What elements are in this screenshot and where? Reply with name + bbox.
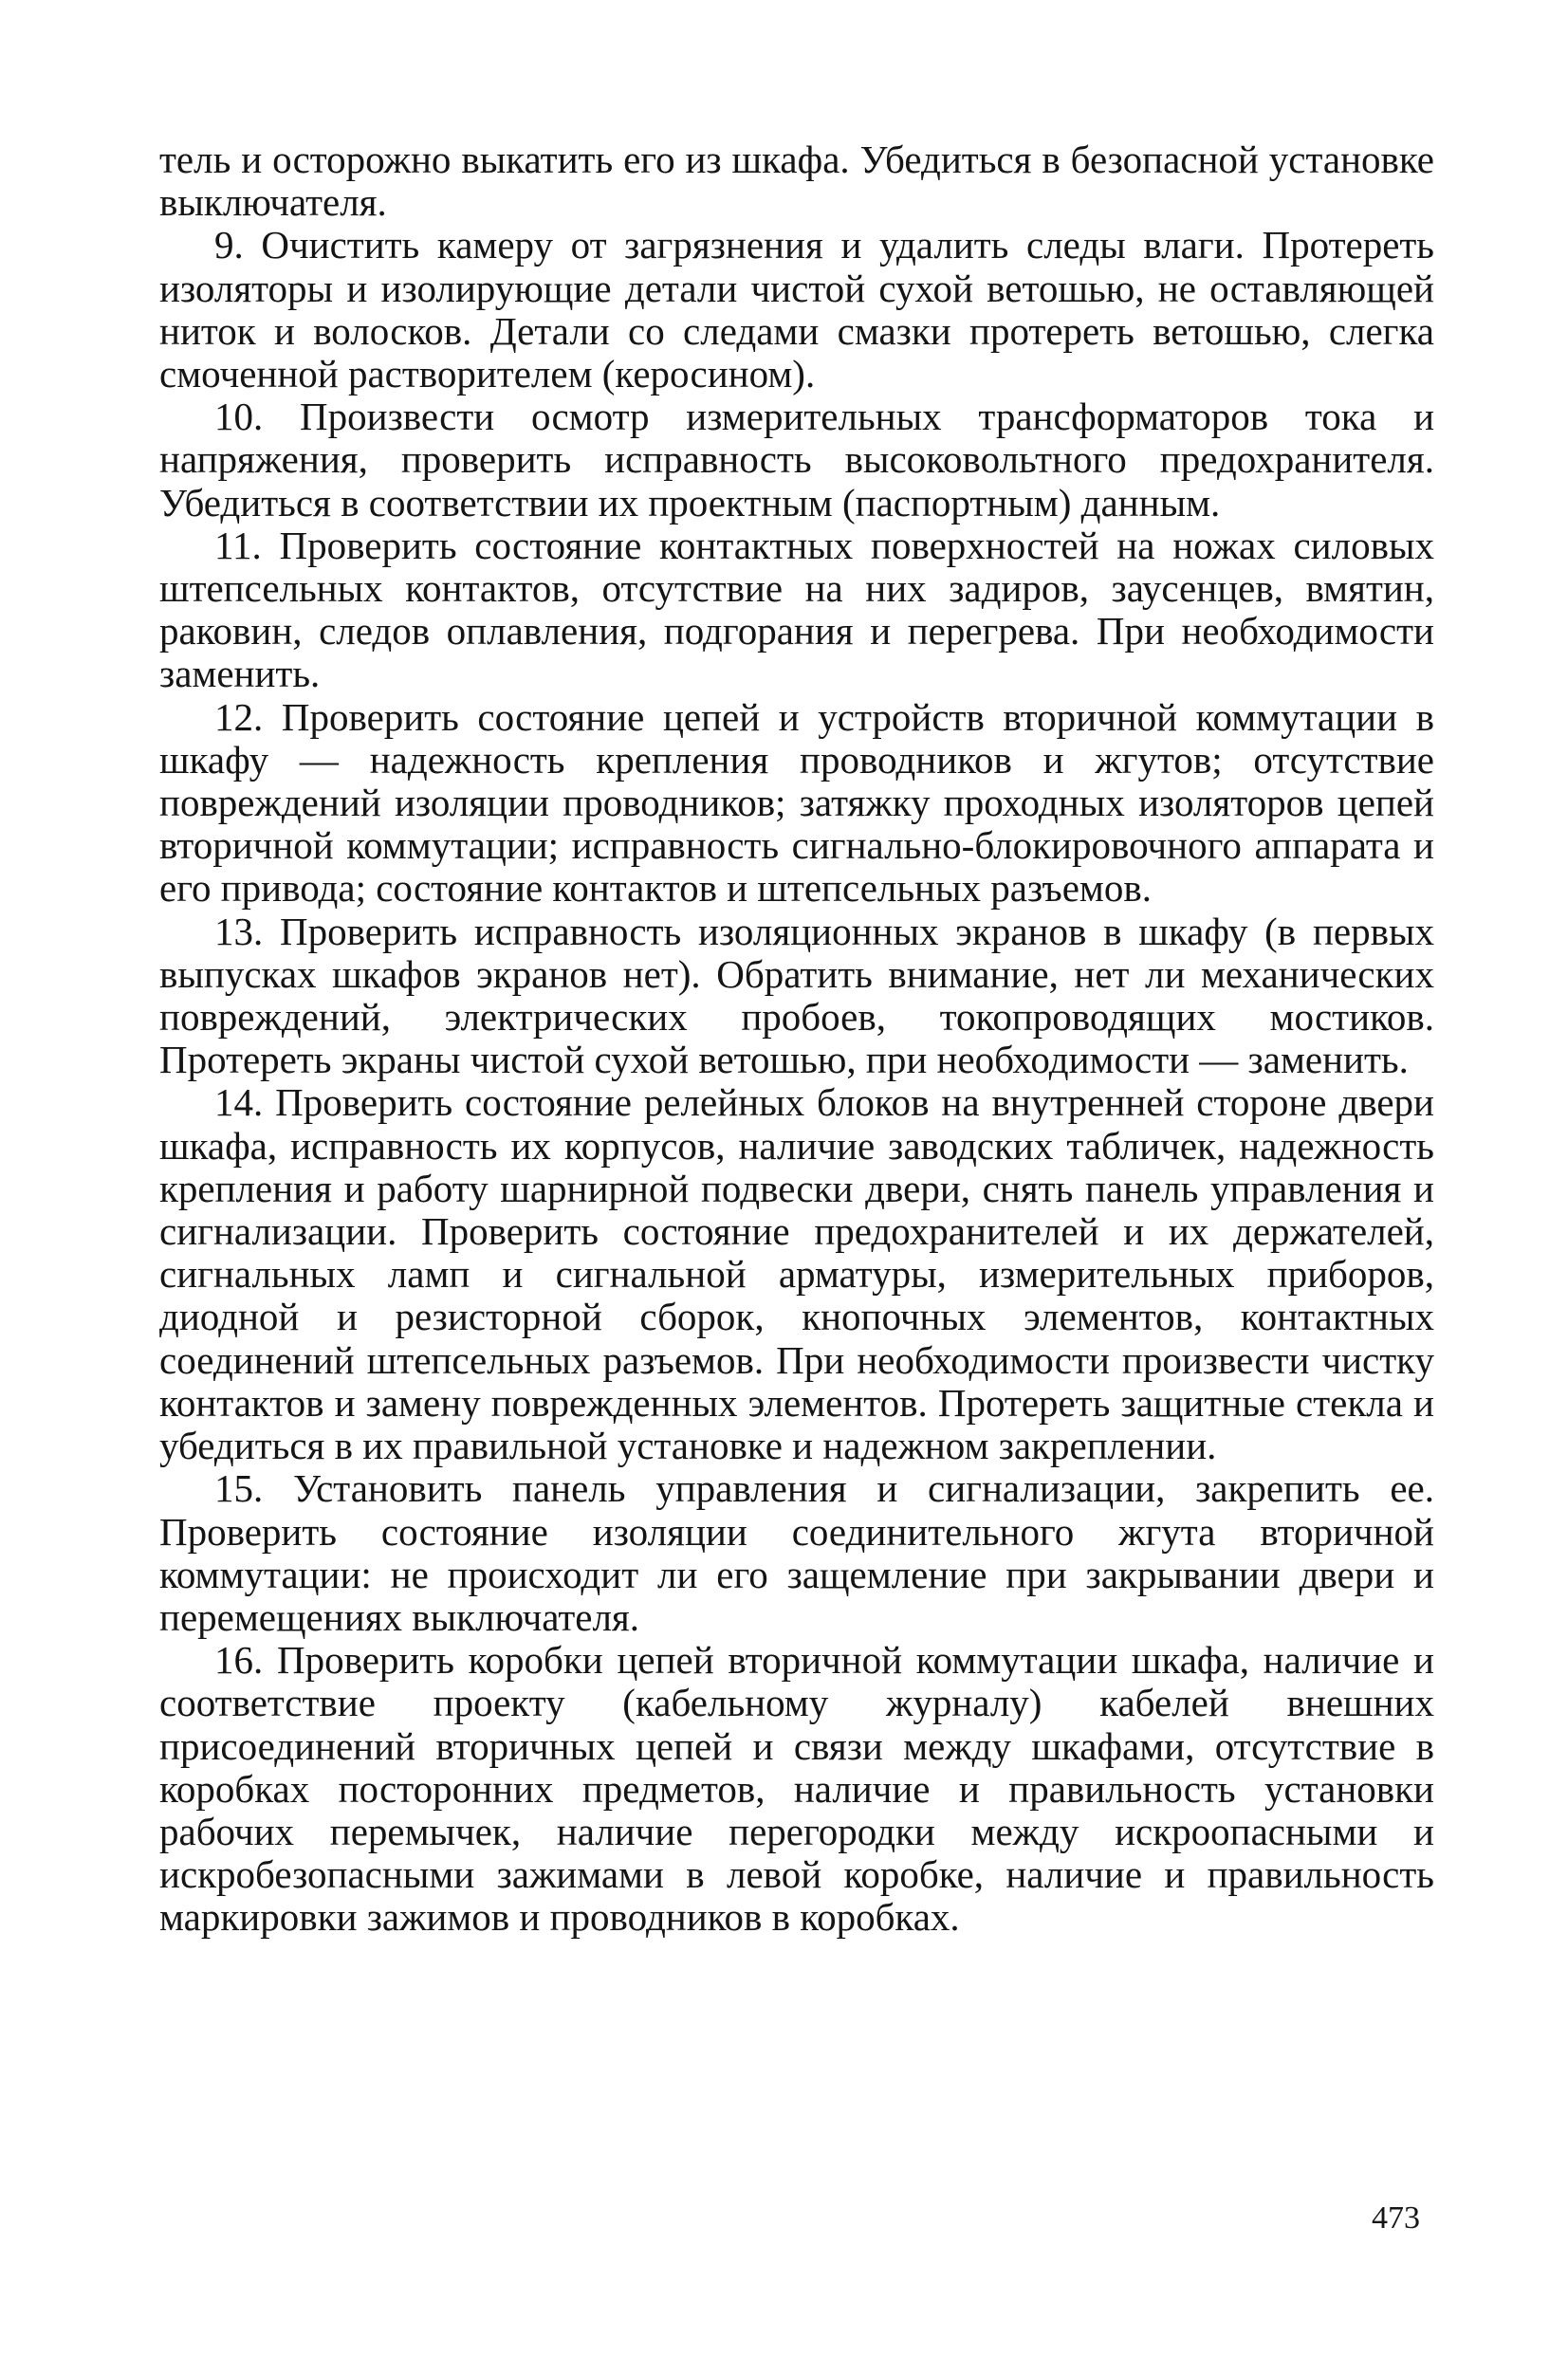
item-number: 15. <box>214 1466 264 1511</box>
list-item <box>159 911 1434 1082</box>
item-number: 9. <box>214 223 244 267</box>
item-number: 16. <box>214 1638 264 1683</box>
item-text: Проверить коробки цепей вторичной коммутации шкафа, наличие и соответствие проекту (кабельному журналу) кабелей внешних присоединений вторичных цепей и связи между шкафами, отсутствие в коробках посторонних предметов, наличие и правильность установки рабочих перемычек, наличие перегородки между искроопасными и искробезопасными зажимами в левой коробке, наличие и правильность маркировки зажимов и проводников в коробках. <box>159 1638 1434 1940</box>
list-item <box>159 1081 1434 1467</box>
list-item <box>159 1639 1434 1939</box>
item-number: 11. <box>214 523 262 567</box>
page-body <box>159 138 1434 1940</box>
list-item <box>159 224 1434 396</box>
item-text: Проверить исправность изоляционных экранов в шкафу (в первых выпусках шкафов экранов нет). Обратить внимание, нет ли механических повреждений, электрических пробоев, токопроводящих мостиков. Протереть экраны чистой сухой ветошью, при необходимости — заменить. <box>159 909 1434 1082</box>
item-number: 14. <box>214 1080 264 1125</box>
page-number: 473 <box>1372 2200 1420 2236</box>
item-text: Установить панель управления и сигнализации, закрепить ее. Проверить состояние изоляции соединительного жгута вторичной коммутации: не происходит ли его защемление при закрывании двери и перемещениях выключателя. <box>159 1466 1434 1639</box>
continuation-paragraph: тель и осторожно выкатить его из шкафа. Убедиться в безопасной установке выключателя. <box>159 138 1434 225</box>
list-item <box>159 696 1434 911</box>
item-number: 13. <box>214 909 264 953</box>
list-item <box>159 525 1434 696</box>
item-text: Проверить состояние цепей и устройств вторичной коммутации в шкафу — надежность крепления проводников и жгутов; отсутствие повреждений изоляции проводников; затяжку проходных изоляторов цепей вторичной коммутации; исправность сигнально-блокировочного аппарата и его привода; состояние контактов и штепсельных разъемов. <box>159 694 1434 911</box>
item-text: Проверить состояние релейных блоков на внутренней стороне двери шкафа, исправность их корпусов, наличие заводских табличек, надежность крепления и работу шарнирной подвески двери, снять панель управления и сигнализации. Проверить состояние предохранителей и их держателей, сигнальных ламп и сигнальной арматуры, измерительных приборов, диодной и резисторной сборок, кнопочных элементов, контактных соединений штепсельных разъемов. При необходимости произвести чистку контактов и замену поврежденных элементов. Протереть защитные стекла и убедиться в их правильной установке и надежном закреплении. <box>159 1080 1434 1468</box>
list-item <box>159 1467 1434 1639</box>
item-text: Произвести осмотр измерительных трансформаторов тока и напряжения, проверить исправность высоковольтного предохранителя. Убедиться в соответствии их проектным (паспортным) данным. <box>159 395 1435 525</box>
item-number: 10. <box>214 395 264 439</box>
item-number: 12. <box>214 694 264 739</box>
list-item <box>159 396 1434 525</box>
item-text: Проверить состояние контактных поверхностей на ножах силовых штепсельных контактов, отсутствие на них задиров, заусенцев, вмятин, раковин, следов оплавления, подгорания и перегрева. При необходимости заменить. <box>159 523 1434 696</box>
item-text: Очистить камеру от загрязнения и удалить следы влаги. Протереть изоляторы и изолирующие детали чистой сухой ветошью, не оставляющей ниток и волосков. Детали со следами смазки протереть ветошью, слегка смоченной растворителем (керосином). <box>159 223 1435 396</box>
